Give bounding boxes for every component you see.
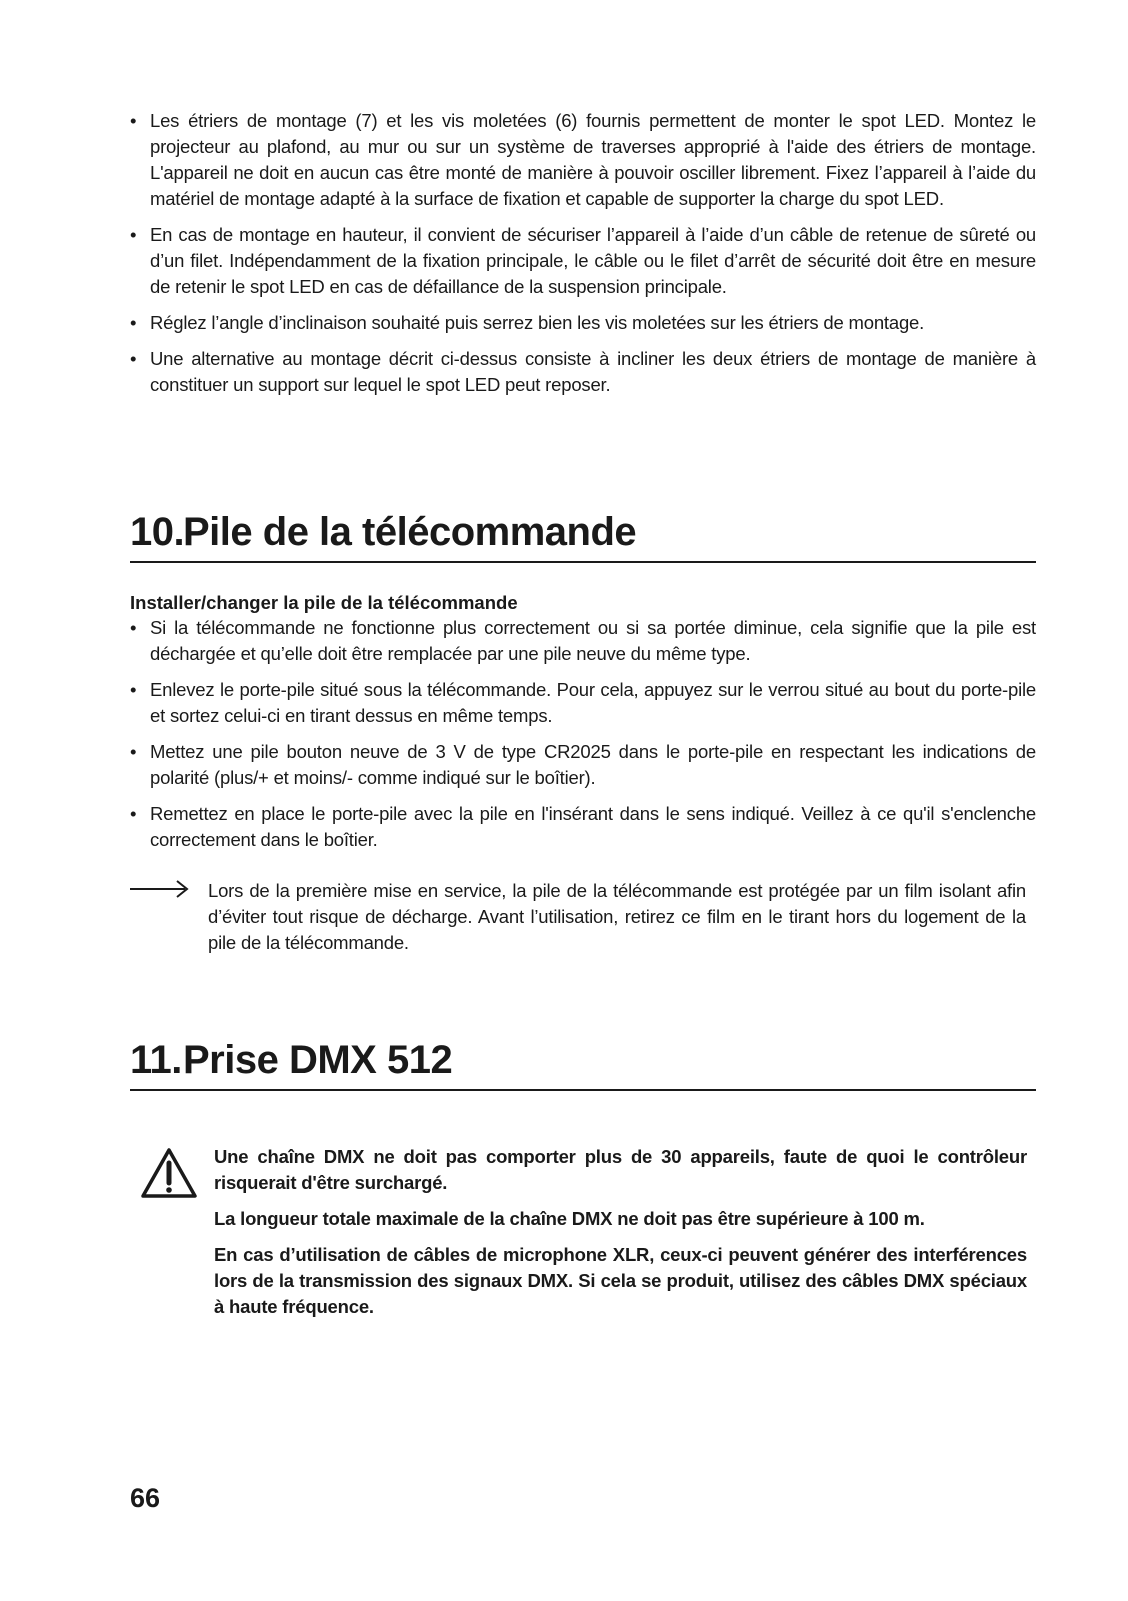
warning-paragraph: La longueur totale maximale de la chaîne DMX ne doit pas être supérieure à 100 m. <box>214 1208 925 1229</box>
warning-triangle-icon <box>140 1146 198 1207</box>
mounting-bullet-list <box>130 108 1036 408</box>
section-title: Prise DMX 512 <box>183 1038 453 1082</box>
section-11-heading <box>130 1037 1036 1091</box>
list-item: • En cas de montage en hauteur, il convient de sécuriser l’appareil à l’aide d’un câble de retenue de sûreté ou d’un filet. Indépendamment de la fixation principale, le câble ou le filet d’arrêt de sécurité doit être en mesure de retenir le spot LED en cas de défaillance de la suspension principale. <box>130 222 1036 300</box>
list-item: • Réglez l’angle d’inclinaison souhaité puis serrez bien les vis moletées sur les étriers de montage. <box>130 310 1036 336</box>
battery-bullet-list <box>130 615 1036 863</box>
section-number: 11. <box>130 1038 182 1082</box>
list-item: • Enlevez le porte-pile situé sous la télécommande. Pour cela, appuyez sur le verrou situé au bout du porte-pile et sortez celui-ci en tirant dessus en même temps. <box>130 677 1036 729</box>
section-number: 10. <box>130 510 185 554</box>
list-item: • Remettez en place le porte-pile avec la pile en l'insérant dans le sens indiqué. Veillez à ce qu'il s'enclenche correctement dans le boîtier. <box>130 801 1036 853</box>
page-number: 66 <box>130 1483 161 1513</box>
list-item: • Si la télécommande ne fonctionne plus correctement ou si sa portée diminue, cela signifie que la pile est déchargée et qu’elle doit être remplacée par une pile neuve du même type. <box>130 615 1036 667</box>
list-item: • Mettez une pile bouton neuve de 3 V de type CR2025 dans le porte-pile en respectant les indications de polarité (plus/+ et moins/- comme indiqué sur le boîtier). <box>130 739 1036 791</box>
warning-text <box>214 1144 1027 1330</box>
list-item: • Les étriers de montage (7) et les vis moletées (6) fournis permettent de monter le spot LED. Montez le projecteur au plafond, au mur ou sur un système de traverses approprié à l'aide des étriers de montage. L'appareil ne doit en aucun cas être monté de manière à pouvoir osciller librement. Fixez l’appareil à l’aide du matériel de montage adapté à la surface de fixation et capable de supporter la charge du spot LED. <box>130 108 1036 212</box>
list-item: • Une alternative au montage décrit ci-dessus consiste à incliner les deux étriers de montage de manière à constituer un support sur lequel le spot LED peut reposer. <box>130 346 1036 398</box>
note-text: Lors de la première mise en service, la pile de la télécommande est protégée par un film isolant afin d’éviter tout risque de décharge. Avant l’utilisation, retirez ce film en le tirant hors du logement de la pile de la télécommande. <box>208 880 1026 953</box>
arrow-right-icon <box>130 880 190 907</box>
warning-paragraph: En cas d’utilisation de câbles de microphone XLR, ceux-ci peuvent générer des interférences lors de la transmission des signaux DMX. Si cela se produit, utilisez des câbles DMX spéciaux à haute fréquence. <box>214 1244 1027 1317</box>
section-10-subheading: Installer/changer la pile de la télécommande <box>130 592 518 613</box>
section-title: Pile de la télécommande <box>183 510 637 554</box>
warning-paragraph: Une chaîne DMX ne doit pas comporter plus de 30 appareils, faute de quoi le contrôleur risquerait d'être surchargé. <box>214 1146 1027 1193</box>
section-10-heading <box>130 509 1036 563</box>
